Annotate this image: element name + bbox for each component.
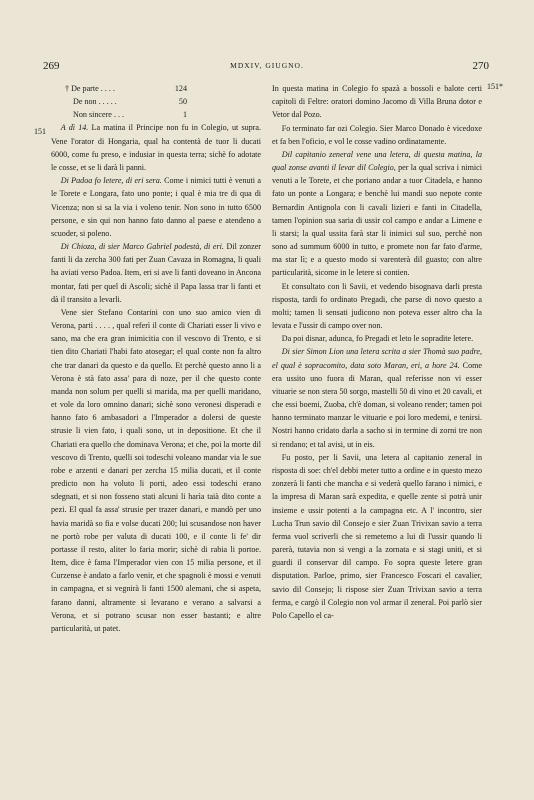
page-header: [0, 60, 534, 74]
paragraph-text: Fu posto, per li Savii, una letera al capitanio zeneral in risposta di soe: ch'el debbi meter tutto a ordine e in questo mezo zonzerà li fanti che mancha e si vederà quello farano i nimici, e la impresa di Maran sarà expedita, e quelle zente si potrà unir insieme e ussir potenti a la campagna etc. A l' incontro, sier Lucha Trun savio dil Consejo e sier Zuan Trivixan savio a terra ferma vuol scriverli che si remetemo a lui di l'ussir quando li parerà, tutavia non si vengi a la zornata e si stagi uniti, et si guardi il conservar dil campo. Fo sopra queste letere gran disputation. Parloe, primo, sier Francesco Foscari el cavalier, savio dil Consejo; li rispose sier Zuan Trivixan savio a terra ferma, e cargò il Colegio non vol armar il zeneral. Poi parlò sier Polo Capello el ca-: [272, 452, 482, 620]
paragraph: [272, 332, 482, 345]
paragraph-text: per la qual scriva i nimici venuti a le Torete, et che poriano andar a tuor Citadela, e hanno fato un ponte a Longara; e benchè lui mandi suo nepote conte Bernardin Antignola con li cavali lizieri e fanti in Citadella, tamen l'opinion sua saria di ussir col campo e andar a Limene e li starsi; la qual ussita farà star li inimici sul suo, perchè non sono ad summum 6000 in tutto, e promete non far fato d'arme, ma star lì; e a questo modo si varenterà dil guasto; con altre particularità, sicome in le letere si contien.: [272, 163, 482, 278]
vote-label: Non sincere . . .: [73, 110, 125, 120]
paragraph-head: Dil capitanio zeneral vene una letera, di questa matina, la qual zonse avanti il levar dil Colegio,: [272, 149, 482, 173]
paragraph: [272, 148, 482, 280]
paragraph-text: La matina il Principe non fu in Colegio, ut supra. Vene l'orator di Hongaria, qual ha contentà de tuor li ducati 6000, come fu preso, e indusiar in questa terra; sichè fo adotate le cosse, et se li darà li panni.: [51, 123, 261, 172]
paragraph: [51, 174, 261, 240]
right-margin-note: 151*: [487, 82, 503, 91]
paragraph: [272, 280, 482, 333]
right-column: [272, 82, 482, 622]
vote-row: [51, 108, 261, 121]
paragraph-text: Da poi disnar, adunca, fo Pregadi et leto le sopradite letere.: [281, 334, 474, 344]
paragraph-text: Et consultato con li Savii, et vedendo bisognava darli presta risposta, tardi fo ordinato Pregadi, che parse di novo questo a molti; tamen li sensati judicono non poteva esser altro cha la levata e l'ussir di campo over non.: [272, 281, 482, 331]
vote-value: 50: [178, 97, 187, 107]
paragraph-head: Di sier Simon Lion una letera scrita a sier Thomà suo padre, el qual è sopracomito, data soto Maran, eri, a hore 24.: [272, 347, 482, 370]
paragraph-text: Dil zonzer fanti li da zercha 300 fati per Zuan Cavaza in Romagna, li quali ha aviati verso Padoa. Item, eri si ave li fanti doveano in Ancona montar, fati per quel di Ascoli; sichè il Papa lassa trar li fanti et dà il transito a levarli.: [51, 242, 261, 304]
paragraph: [51, 306, 261, 635]
right-page-number: 270: [472, 60, 489, 72]
paragraph: [51, 240, 261, 306]
paragraph-head: A dì 14.: [60, 123, 89, 133]
paragraph: [272, 122, 482, 148]
paragraph-text: Come era ussito uno fuora di Maran, qual referisse non vi esser vituarie se non stera 50 sorgo, mastelli 50 di vino et 20 cavali, et che essi boemi, Zuoba, ch'è doman, si voleano render; tamen poi hanno terminato manzar le vituarie e poi loro medemi, e tenirsi. Nostri hanno cridato darla a sacho si in termine di zorni tre non si rendano; et tal avisi, ut in eis.: [272, 360, 483, 449]
paragraph: [272, 345, 482, 450]
vote-value: 1: [182, 110, 187, 120]
left-page-number: 269: [43, 60, 60, 72]
paragraph-text: Fo terminato far ozi Colegio. Sier Marco Donado è vicedoxe et fa ben l'oficio, e vol le cosse vadino ordinatamente.: [272, 123, 482, 146]
running-head: MDXIV, GIUGNO.: [230, 61, 304, 70]
vote-row: [51, 82, 261, 95]
paragraph: [51, 121, 261, 174]
left-margin-note: 151: [34, 127, 46, 136]
vote-row: [51, 95, 261, 108]
vote-label: De non . . . . .: [73, 97, 117, 107]
paragraph-head: Di Padoa fo letere, di eri sera.: [60, 176, 162, 186]
paragraph: [272, 451, 482, 622]
vote-label: † De parte . . . .: [65, 84, 115, 93]
vote-value: 124: [174, 84, 187, 93]
paragraph-text: Vene sier Stefano Contarini con uno suo amico vien di Verona, partì . . . . , qual referì il conte di Chariati esser li vivo e sano, ma che era gran inimicitia con il vescovo di Trento, e si tien dito Chariati l'habi fato atosegar; el qual conte non fa altro che trar danari da questo e da quello. Et perchè questo anno li a Verona è stà fato assa' para di noze, per il che questo conte manda non solum per quelli si marida, ma per quelli maridano, et vole da loro omnino danari; sichè sono veronesi disperadi e hanno fato 6 ambasadori a l'Imperador a dolersi de queste strusie li vien fato, i quali sono, ut in depositione. Et che il Chariati era quello che dominava Verona; et che, poi la morte dil vescovo di Trento, quelli soi todeschi voleano mandar via le sue robe e arzenti e danari per zercha 15 milia ducati, et il conte predicto non ha voluto li porti, adeo essi todeschi erano sdegnati, et si non fosseno stati alcuni li harìa taià dito conte a pezi. El qual fa assa' strusie per trazer danari, e mandò per uno havia maridà so fia e volse ducati 200; lui scusandose non haver ne portò robe per valuta di ducati 100, e il conte li fe' dir portasse il resto, aliter lo faria morir; sichè di rabia li portoe. Item, dice è fama l'Imperador vien con 15 milia persone, et il Curzense è andato a farlo venir, et che spagnoli è mossi e venuti in campagna, et si vegnirà li fanti 1500 alemani, che si aspeta, farano danni, altramente si levarano e verano a salvarsi a Verona, et si potrano scusar non esser bastanti; e altre particularità, ut patet.: [51, 307, 261, 633]
paragraph-head: Di Chioza, di sier Marco Gabriel podestà, di eri.: [60, 242, 224, 252]
paragraph-text: Come i nimici tutti è venuti a le Torete e Longara, fato uno ponte; i qual è mia tre di qua di Vicenza; non si sa la via i voleno tenir. Non sono in tutto 6500 persone, e sin qui non hanno fato danno al paese e atendeno a scuoder, si poleno.: [51, 176, 261, 238]
left-column: [51, 82, 261, 635]
paragraph: [272, 82, 482, 122]
paragraph-text: In questa matina in Colegio fo spazà a bossoli e balote certi capitoli di Feltre: oratori domino Jacomo di Villa Bruna dotor e Vetor dal Pozo.: [272, 84, 482, 120]
